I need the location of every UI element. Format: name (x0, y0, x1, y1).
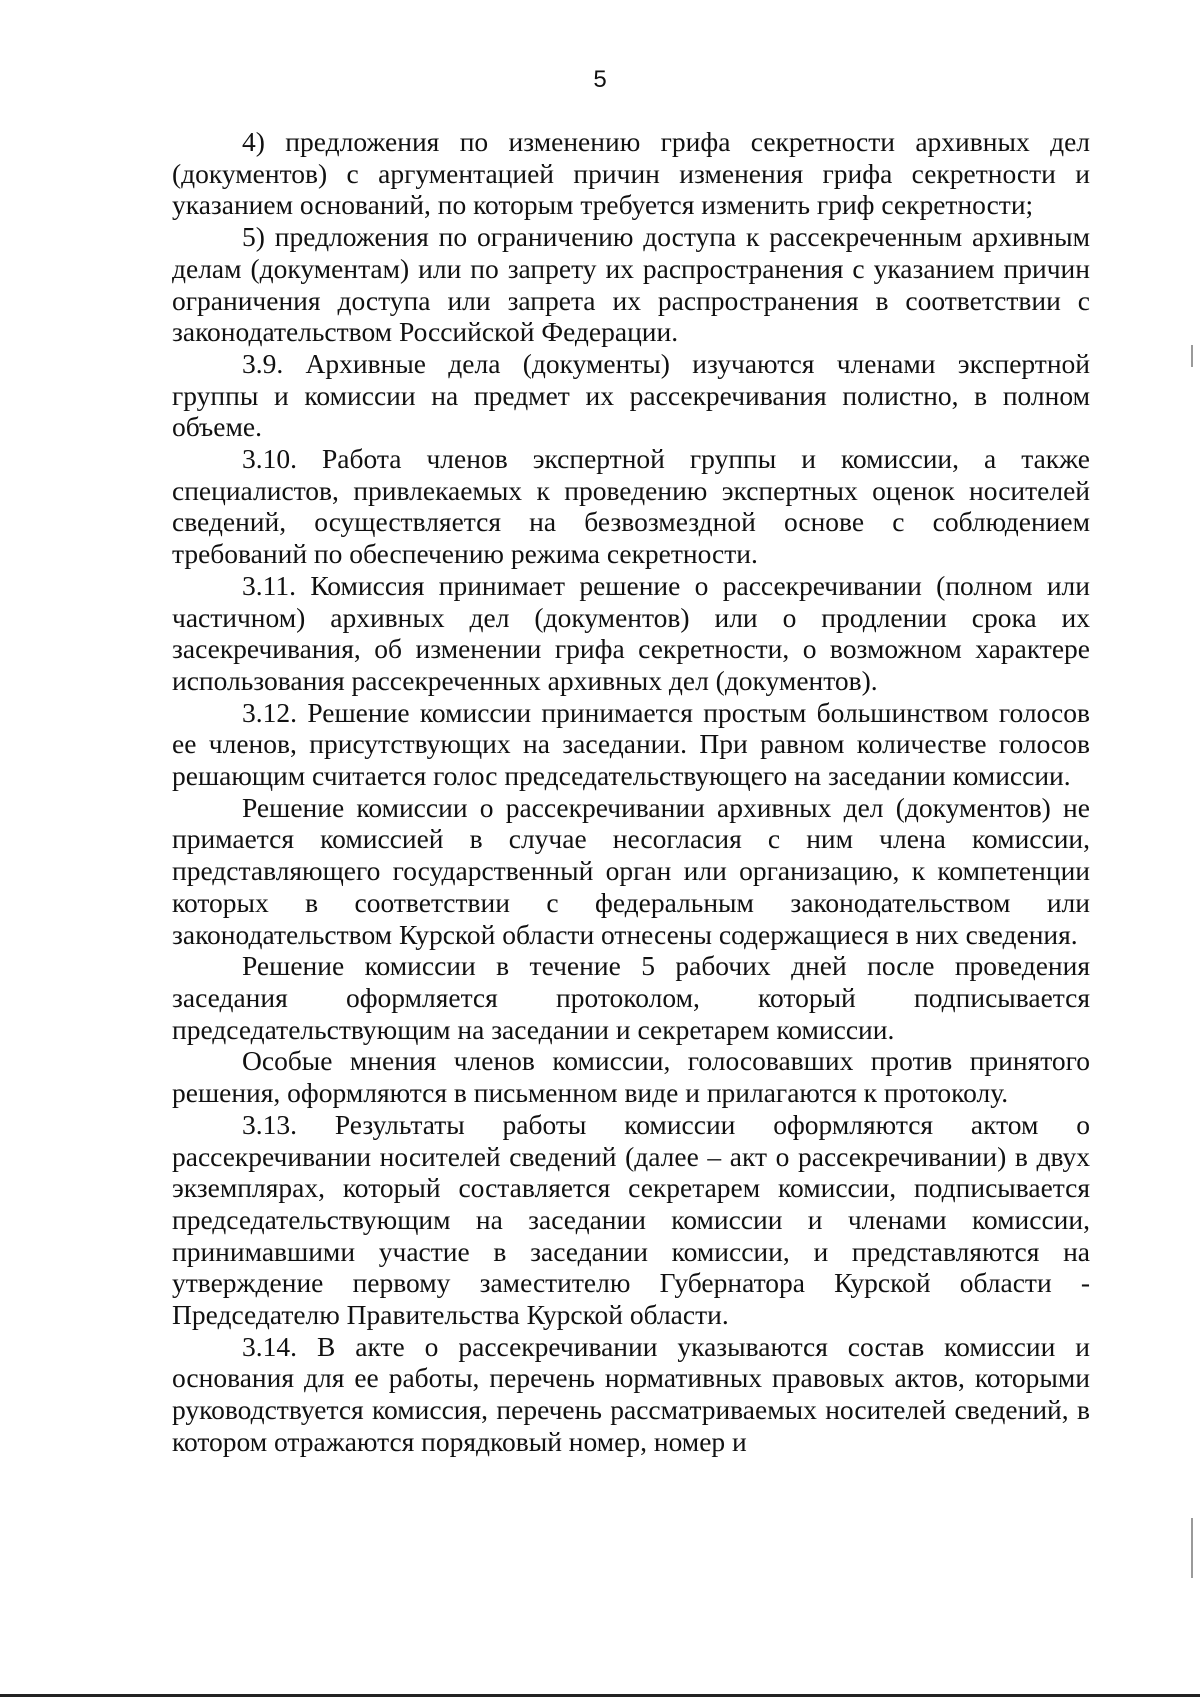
paragraph-decision-protocol: Решение комиссии в течение 5 рабочих дней после проведения заседания оформляется протоколом, который подписывается председательствующим на заседании и секретарем комиссии. (172, 950, 1090, 1045)
paragraph-item-4-proposals: 4) предложения по изменению грифа секретности архивных дел (документов) с аргументацией причин изменения грифа секретности и указанием оснований, по которым требуется изменить гриф секретности; (172, 126, 1090, 221)
document-body (172, 126, 1090, 1458)
paragraph-3-12: 3.12. Решение комиссии принимается простым большинством голосов ее членов, присутствующих на заседании. При равном количестве голосов решающим считается голос председательствующего на заседании комиссии. (172, 696, 1090, 792)
page-bottom-edge-line (0, 1694, 1200, 1697)
paragraph-3-11: 3.11. Комиссия принимает решение о рассекречивании (полном или частичном) архивных дел (документов) или о продлении срока их засекречивания, об изменении грифа секретности, о возможном характере использования рассекреченных архивных дел (документов). (172, 569, 1090, 696)
paragraph-3-9: 3.9. Архивные дела (документы) изучаются членами экспертной группы и комиссии на предмет их рассекречивания полистно, в полном объеме. (172, 347, 1090, 443)
paragraph-dissenting-opinions: Особые мнения членов комиссии, голосовавших против принятого решения, оформляются в письменном виде и прилагаются к протоколу. (172, 1045, 1090, 1109)
scan-edge-mark (1191, 345, 1193, 367)
scan-edge-mark (1191, 1518, 1193, 1578)
paragraph-3-10: 3.10. Работа членов экспертной группы и комиссии, а также специалистов, привлекаемых к проведению экспертных оценок носителей сведений, осуществляется на безвозмездной основе с соблюдением требований по обеспечению режима секретности. (172, 443, 1090, 570)
page-number: 5 (593, 66, 607, 93)
paragraph-decision-disagreement: Решение комиссии о рассекречивании архивных дел (документов) не примается комиссией в случае несогласия с ним члена комиссии, представляющего государственный орган или организацию, к компетенции которых в соответствии с федеральным законодательством или законодательством Курской области отнесены содержащиеся в них сведения. (172, 791, 1090, 950)
paragraph-3-14: 3.14. В акте о рассекречивании указываются состав комиссии и основания для ее работы, перечень нормативных правовых актов, которыми руководствуется комиссия, перечень рассматриваемых носителей сведений, в котором отражаются порядковый номер, номер и (172, 1330, 1090, 1457)
paragraph-3-13: 3.13. Результаты работы комиссии оформляются актом о рассекречивании носителей сведений (далее – акт о рассекречивании) в двух экземплярах, который составляется секретарем комиссии, подписывается председательствующим на заседании комиссии и членами комиссии, принимавшими участие в заседании комиссии, и представляются на утверждение первому заместителю Губернатора Курской области - Председателю Правительства Курской области. (172, 1108, 1090, 1331)
paragraph-item-5-proposals: 5) предложения по ограничению доступа к рассекреченным архивным делам (документам) или по запрету их распространения с указанием причин ограничения доступа или запрета их распространения в соответствии с законодательством Российской Федерации. (172, 221, 1090, 348)
